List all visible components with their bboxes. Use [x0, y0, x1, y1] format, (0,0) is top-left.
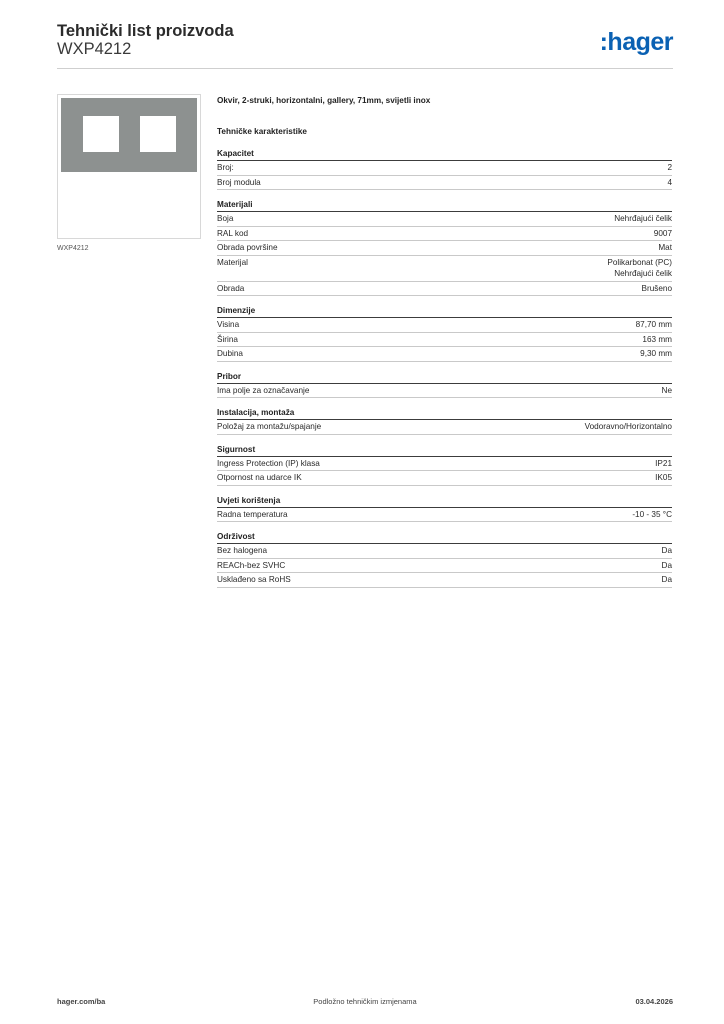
- spec-label: RAL kod: [217, 228, 249, 238]
- product-image-caption: WXP4212: [57, 245, 89, 252]
- section-title: Materijali: [217, 199, 672, 212]
- spec-label: Otpornost na udarce IK: [217, 473, 302, 482]
- spec-label: Broj:: [217, 163, 234, 172]
- spec-label: Obrada površine: [217, 243, 278, 252]
- spec-value: Da: [661, 546, 672, 555]
- document-header: [57, 20, 673, 68]
- spec-row: [217, 241, 672, 256]
- spec-label: Radna temperatura: [217, 509, 288, 519]
- footer-website-link[interactable]: hager.com/ba: [57, 997, 106, 1006]
- spec-label: Položaj za montažu/spajanje: [217, 422, 322, 431]
- spec-value: Vodoravno/Horizontalno: [584, 422, 672, 431]
- spec-row: [217, 282, 672, 297]
- spec-label: Visina: [217, 320, 240, 329]
- spec-label: Ima polje za označavanje: [217, 385, 310, 395]
- frame-opening-right: [140, 116, 176, 152]
- spec-value: 2: [667, 163, 672, 172]
- spec-row: [217, 471, 672, 486]
- spec-value: Mat: [658, 243, 672, 252]
- spec-value: Nehrđajući čelik: [614, 214, 672, 223]
- spec-row: [217, 573, 672, 588]
- spec-section: [217, 148, 672, 190]
- section-title: Uvjeti korištenja: [217, 495, 672, 508]
- spec-row: [217, 161, 672, 176]
- spec-label: Usklađeno sa RoHS: [217, 575, 291, 584]
- spec-row: [217, 318, 672, 333]
- spec-section: [217, 444, 672, 486]
- product-description: Okvir, 2-struki, horizontalni, gallery, 71mm, svijetli inox: [217, 96, 431, 105]
- section-title: Dimenzije: [217, 305, 672, 318]
- spec-heading: Tehničke karakteristike: [217, 127, 307, 136]
- spec-label: Bez halogena: [217, 546, 268, 555]
- spec-value: 87,70 mm: [635, 320, 672, 329]
- spec-section: [217, 199, 672, 296]
- spec-value: Polikarbonat (PC) Nehrđajući čelik: [607, 257, 672, 278]
- spec-value: 9007: [653, 228, 672, 238]
- spec-row: [217, 227, 672, 242]
- spec-label: Broj modula: [217, 177, 261, 187]
- spec-value: Da: [661, 575, 672, 584]
- spec-label: Obrada: [217, 283, 245, 293]
- frame-opening-left: [83, 116, 119, 152]
- spec-content: [217, 94, 672, 588]
- spec-value: Da: [661, 560, 672, 570]
- spec-row: [217, 333, 672, 348]
- section-title: Instalacija, montaža: [217, 407, 672, 420]
- spec-value: 4: [667, 177, 672, 187]
- product-image: [57, 94, 201, 239]
- product-code: WXP4212: [57, 40, 132, 58]
- spec-value: 163 mm: [642, 334, 672, 344]
- spec-row: [217, 256, 672, 282]
- document-footer: [57, 997, 673, 1009]
- spec-row: [217, 347, 672, 362]
- spec-sections: [217, 148, 672, 588]
- spec-label: Boja: [217, 214, 234, 223]
- section-title: Održivost: [217, 531, 672, 544]
- spec-row: [217, 384, 672, 399]
- spec-label: Materijal: [217, 257, 248, 267]
- spec-section: [217, 495, 672, 523]
- spec-value: 9,30 mm: [640, 349, 672, 358]
- section-title: Kapacitet: [217, 148, 672, 161]
- footer-notice: Podložno tehničkim izmjenama: [313, 997, 417, 1006]
- spec-row: [217, 559, 672, 574]
- spec-label: Ingress Protection (IP) klasa: [217, 458, 320, 468]
- spec-label: Širina: [217, 334, 238, 344]
- spec-row: [217, 508, 672, 523]
- hager-logo: :hager: [599, 28, 673, 56]
- frame-plate-graphic: [61, 98, 197, 172]
- spec-row: [217, 544, 672, 559]
- spec-label: Dubina: [217, 349, 243, 358]
- spec-section: [217, 531, 672, 588]
- spec-row: [217, 457, 672, 472]
- spec-value: -10 - 35 °C: [632, 509, 672, 519]
- document-title: Tehnički list proizvoda: [57, 22, 234, 40]
- spec-value: Brušeno: [641, 283, 672, 293]
- spec-value: IP21: [655, 458, 672, 468]
- spec-label: REACh-bez SVHC: [217, 560, 286, 570]
- spec-row: [217, 420, 672, 435]
- section-title: Sigurnost: [217, 444, 672, 457]
- spec-row: [217, 176, 672, 191]
- spec-value: Ne: [661, 385, 672, 395]
- spec-section: [217, 305, 672, 362]
- header-divider: [57, 68, 673, 69]
- spec-section: [217, 407, 672, 435]
- spec-section: [217, 371, 672, 399]
- footer-date: 03.04.2026: [635, 997, 673, 1006]
- section-title: Pribor: [217, 371, 672, 384]
- spec-row: [217, 212, 672, 227]
- spec-value: IK05: [655, 473, 672, 482]
